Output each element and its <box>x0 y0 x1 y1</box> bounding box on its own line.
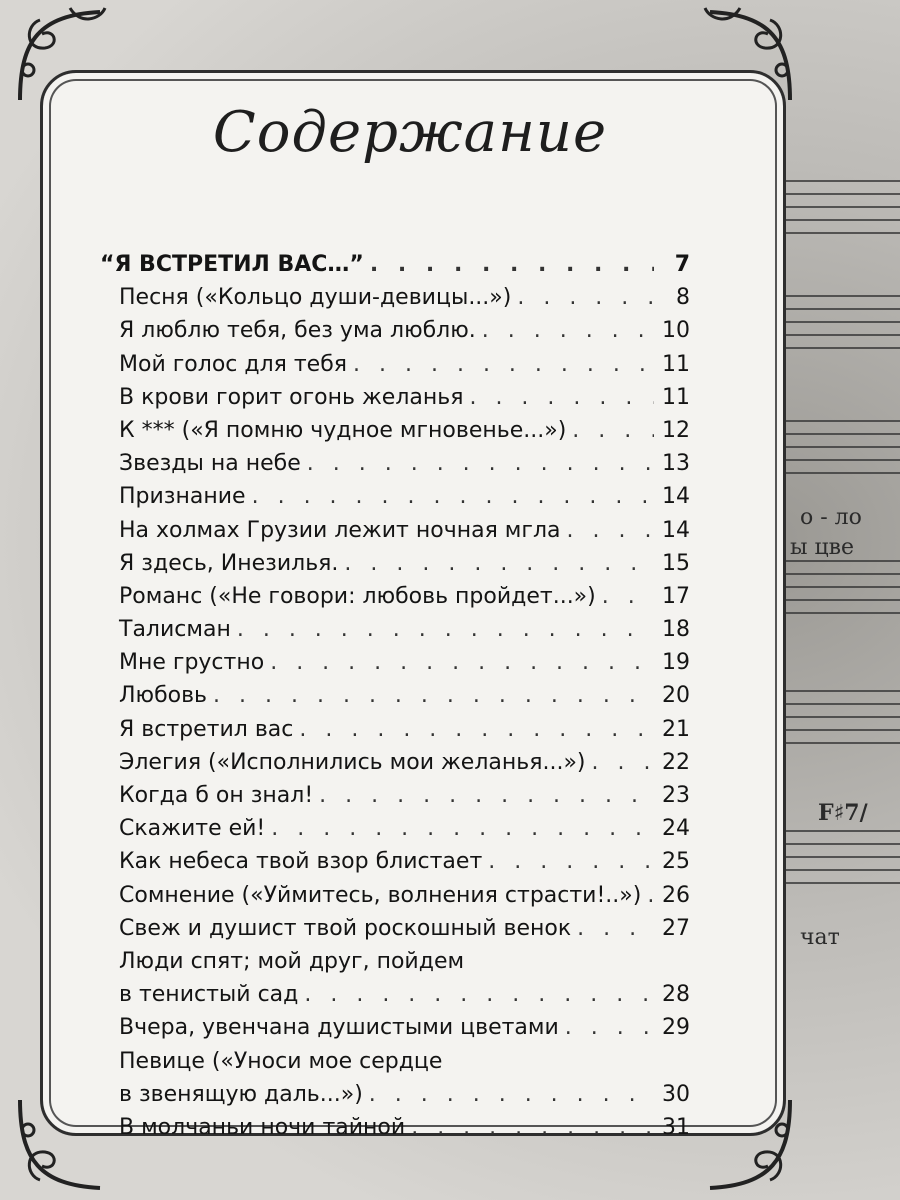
toc-leader-dots <box>469 385 654 410</box>
toc-page-number: 19 <box>662 650 690 676</box>
toc-entry <box>100 750 690 783</box>
toc-entry <box>100 584 690 617</box>
music-staff-4 <box>770 560 900 630</box>
toc-entry-title: Любовь <box>119 683 208 709</box>
toc-page-number: 14 <box>662 517 690 543</box>
toc-entry-title: Романс («Не говори: любовь пройдет...») <box>119 583 596 609</box>
toc-entry <box>100 551 690 584</box>
toc-entry-title: Признание <box>119 484 246 510</box>
toc-entry-title: К *** («Я помню чудное мгновенье...») <box>119 417 567 443</box>
toc-entry <box>100 650 690 683</box>
toc-entry-title: Элегия («Исполнились мои желанья...») <box>119 749 586 775</box>
toc-entry-title: В молчаньи ночи тайной <box>119 1114 406 1140</box>
toc-leader-dots <box>488 849 654 874</box>
toc-page-number: 27 <box>662 915 690 941</box>
toc-leader-dots <box>602 584 654 609</box>
toc-page-number: 7 <box>674 252 690 277</box>
toc-entry <box>100 518 690 551</box>
toc-entry <box>100 1015 690 1048</box>
toc-entry <box>100 1049 690 1082</box>
ornament-corner-top-right-icon <box>690 0 800 110</box>
toc-leader-dots <box>567 518 655 543</box>
toc-leader-dots <box>299 717 654 742</box>
toc-entry-title: Скажите ей! <box>119 816 266 842</box>
toc-entry-title: Песня («Кольцо души-девицы...») <box>119 285 512 311</box>
toc-page-number: 15 <box>662 550 690 576</box>
toc-entry-title: Вчера, увенчана душистыми цветами <box>119 1015 559 1041</box>
toc-page-number: 26 <box>662 882 690 908</box>
toc-leader-dots <box>319 783 654 808</box>
toc-entry-title: Люди спят; мой друг, пойдем <box>119 948 465 974</box>
toc-page-number: 21 <box>662 716 690 742</box>
music-staff-5 <box>770 690 900 760</box>
toc-page-number: 17 <box>662 583 690 609</box>
toc-leader-dots <box>271 816 654 841</box>
toc-page-number: 22 <box>662 749 690 775</box>
toc-leader-dots <box>304 982 654 1007</box>
toc-entry <box>100 352 690 385</box>
background-lyric: F♯7/ <box>818 800 868 826</box>
toc-entry-title: В крови горит огонь желанья <box>119 384 464 410</box>
toc-entry-title: Звезды на небе <box>119 451 301 477</box>
toc-leader-dots <box>411 1115 654 1140</box>
toc-entry <box>100 949 690 982</box>
music-staff-1 <box>770 180 900 250</box>
toc-leader-dots <box>370 252 654 277</box>
toc-leader-dots <box>565 1015 654 1040</box>
toc-page-number: 11 <box>662 384 690 410</box>
music-staff-3 <box>770 420 900 490</box>
toc-page-number: 28 <box>662 982 690 1008</box>
toc-entry <box>100 816 690 849</box>
toc-leader-dots <box>572 418 654 443</box>
toc-page-number: 31 <box>662 1114 690 1140</box>
toc-page-number: 12 <box>662 417 690 443</box>
toc-entry <box>100 617 690 650</box>
toc-page-number: 23 <box>662 783 690 808</box>
toc-entry <box>100 385 690 418</box>
toc-entry <box>100 318 690 351</box>
toc-entry <box>100 1082 690 1115</box>
toc-entry-title: Когда б он знал! <box>119 783 314 808</box>
toc-leader-dots <box>592 750 655 775</box>
toc-page-number: 18 <box>662 617 690 643</box>
toc-page-number: 10 <box>662 318 690 344</box>
toc-leader-dots <box>270 650 654 675</box>
toc-entry-title: Мне грустно <box>119 650 265 676</box>
ornament-corner-bottom-right-icon <box>690 1090 800 1200</box>
toc-page-number: 30 <box>662 1081 690 1107</box>
toc-page-number: 11 <box>662 351 690 377</box>
toc-entry-title: На холмах Грузии лежит ночная мгла <box>119 517 561 543</box>
toc-leader-dots <box>577 916 654 941</box>
toc-entry-title: в звенящую даль...») <box>119 1081 363 1107</box>
ornament-corner-top-left-icon <box>10 0 120 110</box>
toc-entry-title: Свеж и душист твой роскошный венок <box>119 915 572 941</box>
toc-entry <box>100 717 690 750</box>
toc-leader-dots <box>344 551 654 576</box>
toc-leader-dots <box>353 352 654 377</box>
toc-entry <box>100 1115 690 1148</box>
toc-entry <box>100 783 690 816</box>
toc-entry-title: Я люблю тебя, без ума люблю. <box>119 318 476 344</box>
toc-entry <box>100 982 690 1015</box>
toc-entry <box>100 285 690 318</box>
toc-entry <box>100 849 690 882</box>
toc-entry-title: Талисман <box>119 617 231 643</box>
toc-entry <box>100 484 690 517</box>
toc-leader-dots <box>213 683 654 708</box>
toc-entry-title: “Я ВСТРЕТИЛ ВАС…” <box>100 252 364 277</box>
toc-leader-dots <box>647 883 654 908</box>
toc-leader-dots <box>482 318 654 343</box>
background-lyric: чат <box>800 925 840 950</box>
toc-entry <box>100 916 690 949</box>
toc-page-number: 8 <box>676 285 690 311</box>
music-staff-6 <box>770 830 900 900</box>
toc-page-number: 29 <box>662 1015 690 1041</box>
toc-entry-title: Сомнение («Уймитесь, волнения страсти!..») <box>119 882 642 908</box>
toc-page-number: 25 <box>662 849 690 875</box>
toc-entry <box>100 418 690 451</box>
page-title: Содержание <box>212 100 608 165</box>
toc-entry <box>100 683 690 716</box>
toc-page-number: 20 <box>662 683 690 709</box>
toc-leader-dots <box>369 1082 654 1107</box>
toc-leader-dots <box>517 285 654 310</box>
toc-entry <box>100 883 690 916</box>
toc-page-number: 24 <box>662 816 690 842</box>
toc-entry-title: Я здесь, Инезилья. <box>119 550 339 576</box>
toc-page-number: 14 <box>662 484 690 510</box>
table-of-contents <box>100 252 690 1148</box>
toc-leader-dots <box>307 451 654 476</box>
toc-entry-title: в тенистый сад <box>119 982 299 1008</box>
toc-entry-title: Я встретил вас <box>119 716 294 742</box>
toc-entry-title: Певице («Уноси мое сердце <box>119 1048 443 1074</box>
toc-page-number: 13 <box>662 451 690 477</box>
toc-entry-title: Мой голос для тебя <box>119 351 348 377</box>
background-lyric: о - ло <box>800 505 862 530</box>
toc-entry <box>100 451 690 484</box>
toc-leader-dots <box>237 617 654 642</box>
background-lyric: ы цве <box>790 535 855 560</box>
toc-entry <box>100 252 690 285</box>
toc-leader-dots <box>252 484 654 509</box>
toc-entry-title: Как небеса твой взор блистает <box>119 849 483 875</box>
music-staff-2 <box>770 295 900 365</box>
